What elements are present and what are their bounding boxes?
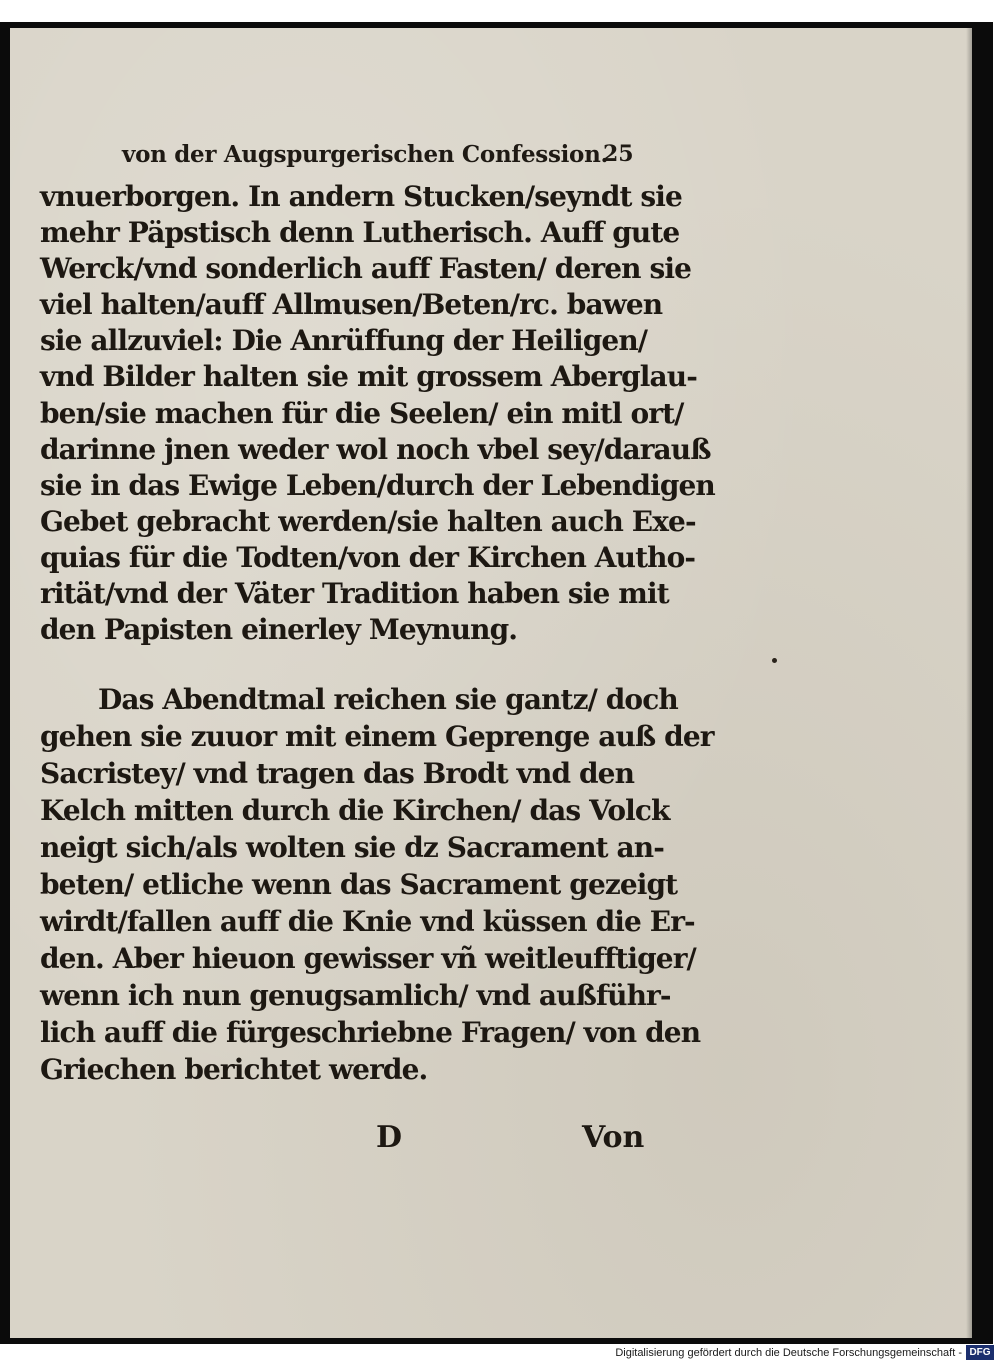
text-line: viel halten/auff Allmusen/Beten/rc. bawen bbox=[40, 288, 663, 321]
text-line: darinne jnen weder wol noch vbel sey/darauß bbox=[40, 433, 711, 466]
book-page bbox=[10, 28, 972, 1338]
signature-mark: D bbox=[376, 1120, 403, 1155]
scan-frame bbox=[0, 22, 993, 1344]
text-line: gehen sie zuuor mit einem Geprenge auß der bbox=[40, 720, 714, 753]
running-head: von der Augspurgerischen Confession. bbox=[122, 141, 609, 168]
paper-speck bbox=[772, 658, 777, 663]
text-line: neigt sich/als wolten sie dz Sacrament an- bbox=[40, 831, 664, 864]
dfg-logo-icon: DFG bbox=[966, 1345, 994, 1360]
text-line: wenn ich nun genugsamlich/ vnd außführ- bbox=[40, 979, 671, 1012]
text-line: vnd Bilder halten sie mit grossem Aberglau- bbox=[40, 360, 697, 393]
text-line: sie in das Ewige Leben/durch der Lebendigen bbox=[40, 469, 715, 502]
catchword: Von bbox=[582, 1120, 645, 1155]
text-line: Kelch mitten durch die Kirchen/ das Volck bbox=[40, 794, 670, 827]
page-number: 25 bbox=[603, 141, 634, 167]
text-line: vnuerborgen. In andern Stucken/seyndt sie bbox=[40, 180, 682, 213]
text-line: mehr Päpstisch denn Lutherisch. Auff gute bbox=[40, 216, 680, 249]
text-line: rität/vnd der Väter Tradition haben sie mit bbox=[40, 577, 669, 610]
page-edge-shadow bbox=[966, 28, 972, 1338]
text-line: Sacristey/ vnd tragen das Brodt vnd den bbox=[40, 757, 635, 790]
text-line: Gebet gebracht werden/sie halten auch Exe- bbox=[40, 505, 696, 538]
text-line: sie allzuviel: Die Anrüffung der Heiligen/ bbox=[40, 324, 648, 357]
text-line: quias für die Todten/von der Kirchen Autho- bbox=[40, 541, 696, 574]
text-line: Griechen berichtet werde. bbox=[40, 1053, 428, 1086]
text-line: ben/sie machen für die Seelen/ ein mitl ort/ bbox=[40, 397, 684, 430]
paragraph-first-line: Das Abendtmal reichen sie gantz/ doch bbox=[98, 683, 678, 716]
text-line: lich auff die fürgeschriebne Fragen/ von den bbox=[40, 1016, 701, 1049]
text-line: wirdt/fallen auff die Knie vnd küssen die Er- bbox=[40, 905, 695, 938]
text-line: den Papisten einerley Meynung. bbox=[40, 613, 518, 646]
text-line: den. Aber hieuon gewisser vñ weitleufftiger/ bbox=[40, 942, 696, 975]
funding-credit: Digitalisierung gefördert durch die Deutsche Forschungsgemeinschaft - bbox=[615, 1347, 962, 1359]
text-line: Werck/vnd sonderlich auff Fasten/ deren sie bbox=[40, 252, 691, 285]
text-line: beten/ etliche wenn das Sacrament gezeigt bbox=[40, 868, 678, 901]
